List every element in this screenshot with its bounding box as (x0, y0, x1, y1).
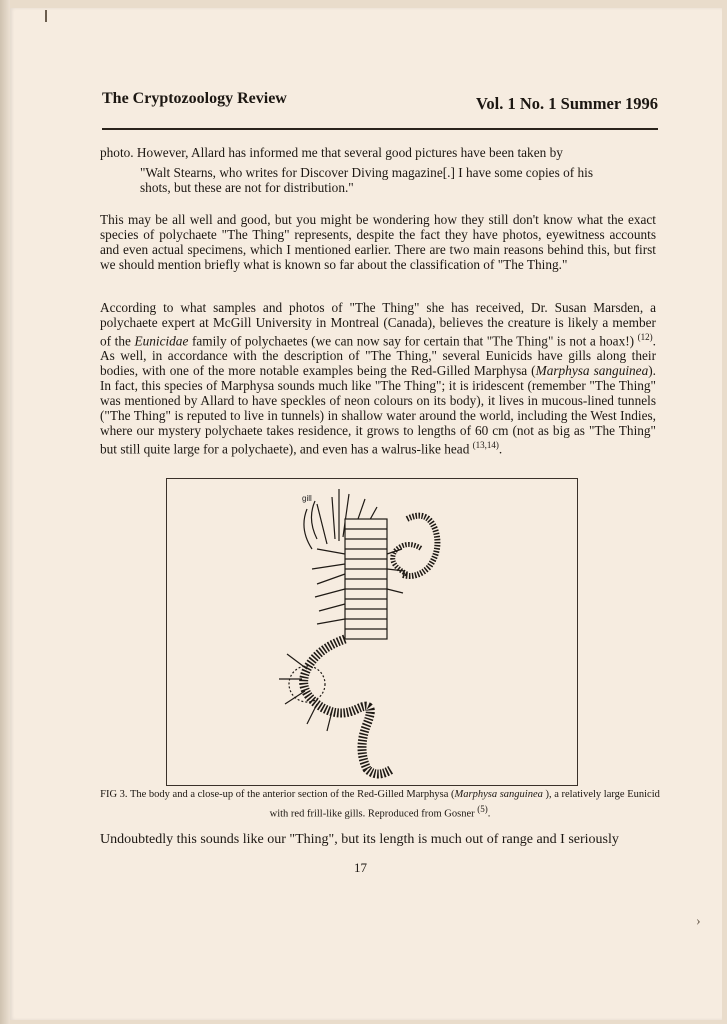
p3-text-b: family of polychaetes (we can now say for certain that "The Thing" is not a hoax!) (188, 333, 638, 349)
caption-reference: (5) (477, 804, 488, 814)
journal-title: The Cryptozoology Review (102, 90, 287, 107)
header-rule (102, 128, 658, 130)
p3-text-d: ). In fact, this species of Marphysa sounds much like "The Thing"; it is iridescent (remember "The Thing" was mentioned by Allard to have speckles of neon colours on its body), it lives in mucous-lined tunnels ("The Thing" is reputed to live in tunnels) in shallow water around the world, including the West Indies, where our mystery polychaete takes residence, it grows to lengths of 60 cm (not as big as "The Thing" but still quite large for a polychaete), and even has a walrus-like head (100, 363, 656, 457)
caption-text-a: FIG 3. The body and a close-up of the anterior section of the Red-Gilled Marphysa ( (100, 789, 455, 800)
p3-reference-2: (13,14) (472, 440, 499, 451)
p3-italic-species: Marphysa sanguinea (535, 363, 649, 379)
page-edge (0, 0, 10, 1024)
margin-arrow-icon: › (696, 914, 701, 929)
block-quote: "Walt Stearns, who writes for Discover Diving magazine[.] I have some copies of his shots, but these are not for distribution." (140, 165, 594, 195)
p3-italic-eunicidae: Eunicidae (134, 333, 189, 349)
caption-text-c: . (487, 808, 491, 820)
margin-mark (45, 10, 47, 22)
page-header (102, 90, 658, 120)
p3-reference-1: (12) (637, 332, 653, 342)
caption-text-b: ), a relatively large Eunicid with red frill-like gills. Reproduced from Gosner (269, 789, 660, 820)
worm-illustration (167, 479, 577, 785)
gill-label: gill (302, 494, 312, 503)
p3-text-a: According to what samples and photos of "The Thing" she has received, Dr. Susan Marsden, a polychaete expert at McGill University in Montreal (Canada), believes the creature is likely a member of the (100, 300, 656, 349)
figure-box (166, 478, 578, 786)
page-number: 17 (354, 860, 367, 875)
paragraph-3 (100, 300, 656, 457)
paragraph-4: Undoubtedly this sounds like our "Thing", but its length is much out of range and I seriously (100, 832, 619, 847)
issue-info: Vol. 1 No. 1 Summer 1996 (476, 94, 658, 113)
paragraph-2: This may be all well and good, but you might be wondering how they still don't know what the exact species of polychaete "The Thing" represents, despite the fact they have photos, eyewitness accounts and even actual specimens, which I mentioned earlier. There are two main reasons behind this, but first we should mention briefly what is known so far about the classification of "The Thing." (100, 212, 656, 272)
paragraph-1: photo. However, Allard has informed me that several good pictures have been taken by (100, 145, 563, 160)
p3-text-e: . (498, 441, 503, 457)
figure-caption (100, 788, 660, 822)
caption-italic-species: Marphysa sanguinea (454, 789, 543, 800)
p3-text-c: . As well, in accordance with the description of "The Thing," several Eunicids have gills along their bodies, with one of the more notable examples being the Red-Gilled Marphysa ( (100, 333, 656, 379)
worm-drawing (279, 489, 437, 774)
